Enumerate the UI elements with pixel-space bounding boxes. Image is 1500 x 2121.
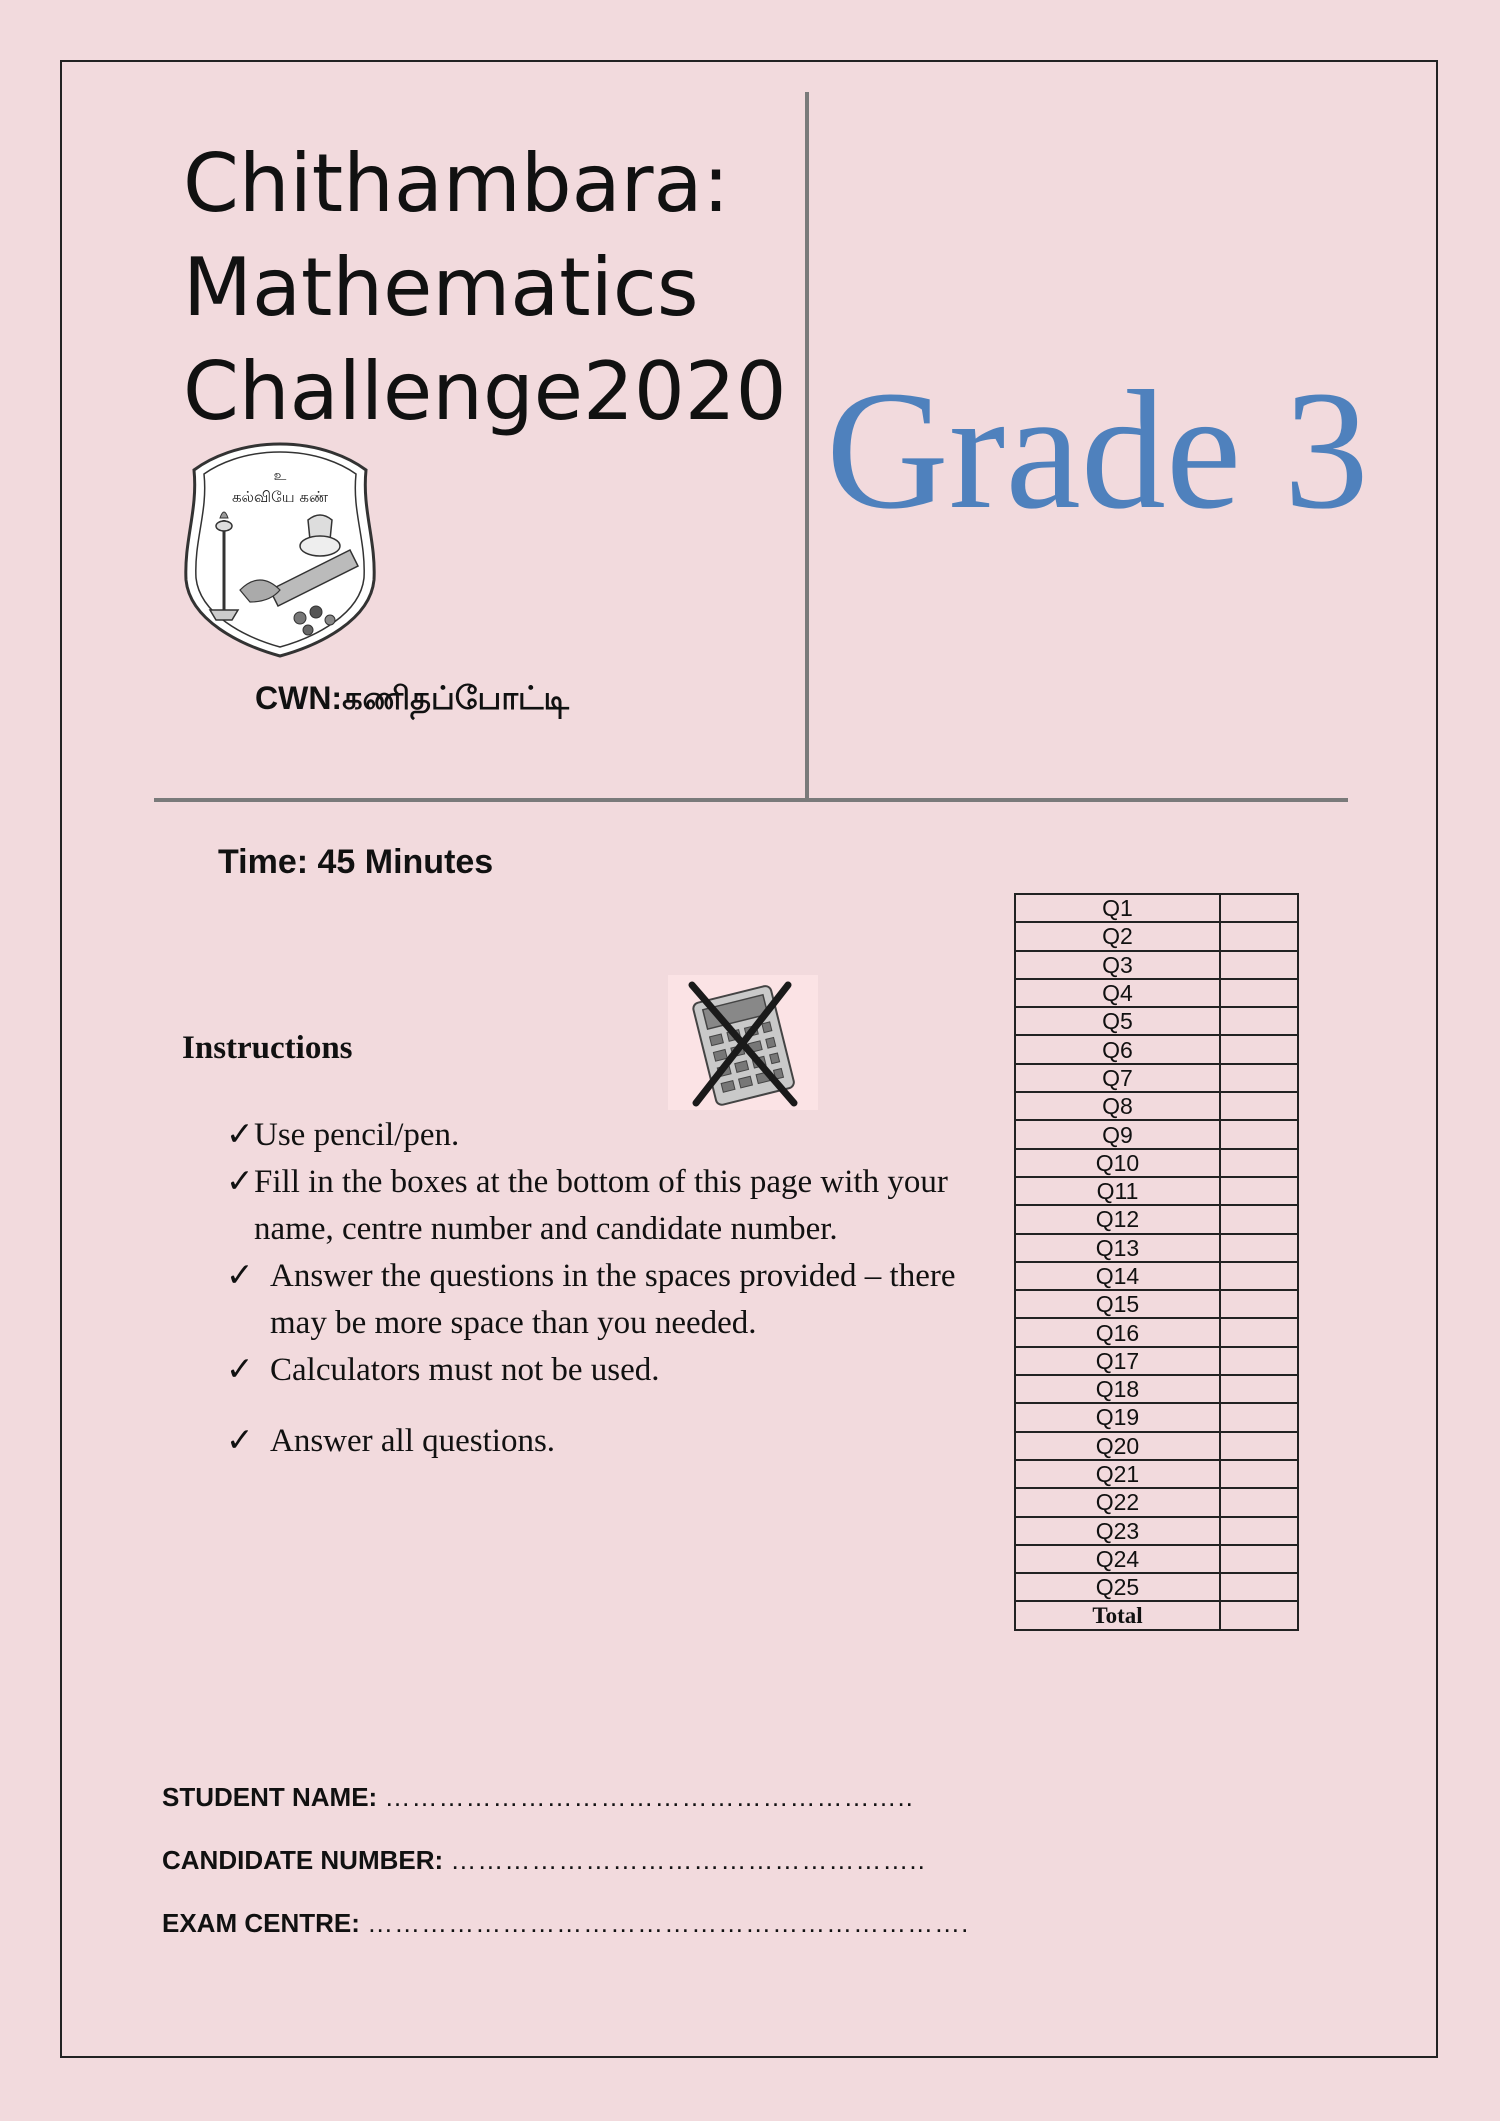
question-label: Q24 [1015, 1545, 1220, 1573]
marks-row [1015, 1432, 1298, 1460]
instruction-text: Use pencil/pen. [254, 1117, 460, 1153]
candidate-number-label: CANDIDATE NUMBER: [162, 1845, 444, 1875]
marks-row [1015, 1290, 1298, 1318]
marks-total-row [1015, 1601, 1298, 1629]
exam-centre-dots[interactable]: …………………………………………………………. [367, 1908, 970, 1938]
question-label: Q12 [1015, 1205, 1220, 1233]
instruction-text: Fill in the boxes at the bottom of this page with your name, centre number and candidate number. [254, 1164, 948, 1247]
title-line-3: Challenge2020 [183, 345, 787, 438]
score-cell[interactable] [1220, 1545, 1298, 1573]
question-label: Q25 [1015, 1573, 1220, 1601]
marks-row [1015, 1092, 1298, 1120]
score-cell[interactable] [1220, 1403, 1298, 1431]
question-label: Q7 [1015, 1064, 1220, 1092]
question-label: Q9 [1015, 1120, 1220, 1148]
instruction-item [226, 1159, 966, 1253]
marks-row [1015, 1573, 1298, 1601]
score-cell[interactable] [1220, 1375, 1298, 1403]
vertical-divider [805, 92, 809, 800]
score-cell[interactable] [1220, 951, 1298, 979]
score-cell[interactable] [1220, 1432, 1298, 1460]
cwn-label: CWN:கணிதப்போட்டி [255, 680, 569, 716]
question-label: Q8 [1015, 1092, 1220, 1120]
score-cell[interactable] [1220, 1120, 1298, 1148]
marks-row [1015, 1488, 1298, 1516]
candidate-number-field[interactable] [162, 1845, 926, 1876]
question-label: Q20 [1015, 1432, 1220, 1460]
check-icon: ✓ [226, 1117, 254, 1153]
question-label: Q16 [1015, 1318, 1220, 1346]
score-cell[interactable] [1220, 894, 1298, 922]
question-label: Q4 [1015, 979, 1220, 1007]
exam-centre-label: EXAM CENTRE: [162, 1908, 360, 1938]
question-label: Q3 [1015, 951, 1220, 979]
check-icon: ✓ [226, 1258, 254, 1294]
instructions-heading: Instructions [182, 1030, 353, 1066]
score-cell[interactable] [1220, 1092, 1298, 1120]
marks-row [1015, 1545, 1298, 1573]
marks-row [1015, 922, 1298, 950]
score-cell[interactable] [1220, 1573, 1298, 1601]
marks-row [1015, 1177, 1298, 1205]
marks-row [1015, 1149, 1298, 1177]
instructions-list [226, 1112, 966, 1465]
grade-label: Grade 3 [826, 356, 1369, 544]
marks-row [1015, 1318, 1298, 1346]
candidate-number-dots[interactable]: …………………………………………….. [450, 1845, 926, 1875]
question-label: Q11 [1015, 1177, 1220, 1205]
score-cell[interactable] [1220, 1035, 1298, 1063]
question-label: Q23 [1015, 1517, 1220, 1545]
total-label: Total [1015, 1601, 1220, 1629]
question-label: Q14 [1015, 1262, 1220, 1290]
student-name-field[interactable] [162, 1782, 914, 1813]
marks-row [1015, 1347, 1298, 1375]
instruction-item [226, 1418, 966, 1465]
question-label: Q22 [1015, 1488, 1220, 1516]
marks-row [1015, 1120, 1298, 1148]
question-label: Q1 [1015, 894, 1220, 922]
score-cell[interactable] [1220, 1177, 1298, 1205]
competition-title [183, 132, 787, 444]
no-calculator-icon [668, 975, 818, 1110]
marks-row [1015, 1517, 1298, 1545]
score-cell[interactable] [1220, 1205, 1298, 1233]
question-label: Q19 [1015, 1403, 1220, 1431]
title-line-1: Chithambara: [183, 137, 730, 230]
score-cell[interactable] [1220, 1234, 1298, 1262]
school-crest-icon [180, 440, 380, 660]
marks-row [1015, 1262, 1298, 1290]
question-label: Q15 [1015, 1290, 1220, 1318]
marks-row [1015, 1205, 1298, 1233]
exam-centre-field[interactable] [162, 1908, 969, 1939]
check-icon: ✓ [226, 1423, 254, 1459]
score-cell[interactable] [1220, 1318, 1298, 1346]
score-cell[interactable] [1220, 1517, 1298, 1545]
crest-mark: உ [273, 468, 287, 484]
instruction-text: Calculators must not be used. [270, 1352, 660, 1388]
score-cell[interactable] [1220, 1347, 1298, 1375]
question-label: Q17 [1015, 1347, 1220, 1375]
score-cell[interactable] [1220, 1007, 1298, 1035]
marks-row [1015, 1035, 1298, 1063]
score-cell[interactable] [1220, 979, 1298, 1007]
check-icon: ✓ [226, 1164, 254, 1200]
score-cell[interactable] [1220, 922, 1298, 950]
instruction-item [226, 1347, 966, 1394]
score-cell[interactable] [1220, 1290, 1298, 1318]
instruction-item [226, 1253, 966, 1347]
title-line-2: Mathematics [183, 241, 699, 334]
crest-motto: கல்வியே கண் [231, 488, 329, 506]
score-cell[interactable] [1220, 1064, 1298, 1092]
question-label: Q5 [1015, 1007, 1220, 1035]
score-cell[interactable] [1220, 1460, 1298, 1488]
question-label: Q2 [1015, 922, 1220, 950]
marks-row [1015, 1375, 1298, 1403]
score-cell[interactable] [1220, 1262, 1298, 1290]
instruction-text: Answer all questions. [270, 1423, 556, 1459]
score-cell[interactable] [1220, 1149, 1298, 1177]
marks-row [1015, 894, 1298, 922]
marks-row [1015, 1234, 1298, 1262]
marks-table [1014, 893, 1299, 1631]
question-label: Q21 [1015, 1460, 1220, 1488]
marks-row [1015, 979, 1298, 1007]
question-label: Q13 [1015, 1234, 1220, 1262]
question-label: Q6 [1015, 1035, 1220, 1063]
marks-row [1015, 1064, 1298, 1092]
student-name-label: STUDENT NAME: [162, 1782, 378, 1812]
marks-row [1015, 1007, 1298, 1035]
student-name-dots[interactable]: ………………………………………………….. [384, 1782, 914, 1812]
check-icon: ✓ [226, 1352, 254, 1388]
time-allowed: Time: 45 Minutes [218, 843, 494, 881]
instruction-text: Answer the questions in the spaces provided – there may be more space than you needed. [270, 1258, 956, 1341]
instruction-item [226, 1112, 966, 1159]
marks-row [1015, 1403, 1298, 1431]
question-label: Q18 [1015, 1375, 1220, 1403]
total-score-cell[interactable] [1220, 1601, 1298, 1629]
question-label: Q10 [1015, 1149, 1220, 1177]
marks-row [1015, 1460, 1298, 1488]
marks-row [1015, 951, 1298, 979]
score-cell[interactable] [1220, 1488, 1298, 1516]
horizontal-divider [154, 798, 1348, 802]
